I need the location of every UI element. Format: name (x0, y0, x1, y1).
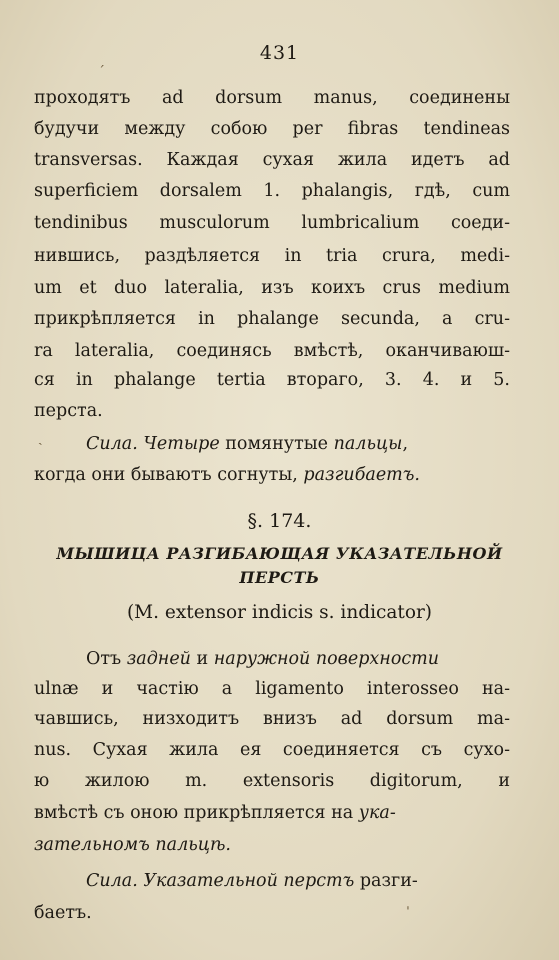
sila2-line2: баетъ. (34, 903, 92, 923)
p2-text: вмѣстѣ съ оною прикрѣпляется на (34, 803, 359, 823)
p2-italic-posterior: задней (126, 649, 191, 669)
text-line: ulnæ и частію a ligamento interosseo на- (34, 679, 510, 699)
text-line: ю жилою m. extensoris digitorum, и (34, 771, 510, 791)
text-line: ся in phalange tertia втораго, 3. 4. и 5. (34, 370, 510, 390)
section-number: §. 174. (247, 510, 312, 532)
p2-text: Отъ (86, 649, 127, 669)
p2-italic-surface: наружной поверхности (213, 649, 440, 669)
text-line: um et duo lateralia, изъ коихъ crus medium (34, 278, 510, 298)
sila2-text: Указательной перстъ (137, 871, 355, 891)
sila-paragraph-line1 (86, 431, 510, 458)
paper-speck: ˊ (98, 64, 105, 80)
sila-subject: Четыре (143, 434, 220, 454)
section-title-line1: МЫШИЦА РАЗГИБАЮЩАЯ УКАЗАТЕЛЬНОЙ (56, 544, 503, 563)
paragraph2-line1 (86, 646, 510, 673)
text-line: нившись, раздѣляется in tria crura, medi- (34, 246, 510, 266)
text-line: ra lateralia, соединясь вмѣстѣ, оканчиваюш- (34, 341, 510, 361)
text-line: nus. Сухая жила ея соединяется съ сухо- (34, 740, 510, 760)
sila-text: помянутые (219, 434, 334, 454)
text-line: зательномъ пальцѣ. (34, 835, 231, 855)
section-title-line2: ПЕРСТЬ (239, 568, 320, 587)
sila-verb: разгибаетъ. (303, 465, 420, 485)
paper-speck: ˎ (38, 430, 43, 446)
sila2-line1 (86, 868, 510, 895)
sila-fingers: пальцы (333, 434, 403, 454)
paragraph2-line6 (34, 800, 510, 827)
text-line: проходятъ ad dorsum manus, соединены (34, 88, 510, 108)
p2-text: и (190, 649, 214, 669)
latin-muscle-name: (M. extensor indicis s. indicator) (126, 602, 433, 623)
text-line: перста. (34, 401, 103, 421)
text-line: будучи между собою per fibras tendineas (34, 119, 510, 139)
sila2-tail: разги- (354, 871, 418, 891)
paper-speck: ˈ (406, 905, 410, 921)
sila-paragraph-line2 (34, 462, 510, 489)
sila2-label: Сила. (86, 871, 138, 891)
text-line: transversas. Каждая сухая жила идетъ ad (34, 150, 510, 170)
sila-line2: когда они бываютъ согнуты, (34, 465, 304, 485)
sila-punct: , (402, 434, 409, 454)
text-line: чавшись, низходитъ внизъ ad dorsum ma- (34, 709, 510, 729)
text-line: tendinibus musculorum lumbricalium соеди- (34, 213, 510, 233)
text-line: superficiem dorsalem 1. phalangis, гдѣ, cum (34, 181, 510, 201)
page-number: 431 (259, 42, 300, 64)
text-line: прикрѣпляется in phalange secunda, а cru- (34, 309, 510, 329)
sila-label: Сила. (86, 434, 138, 454)
p2-italic-index: ука- (358, 803, 396, 823)
